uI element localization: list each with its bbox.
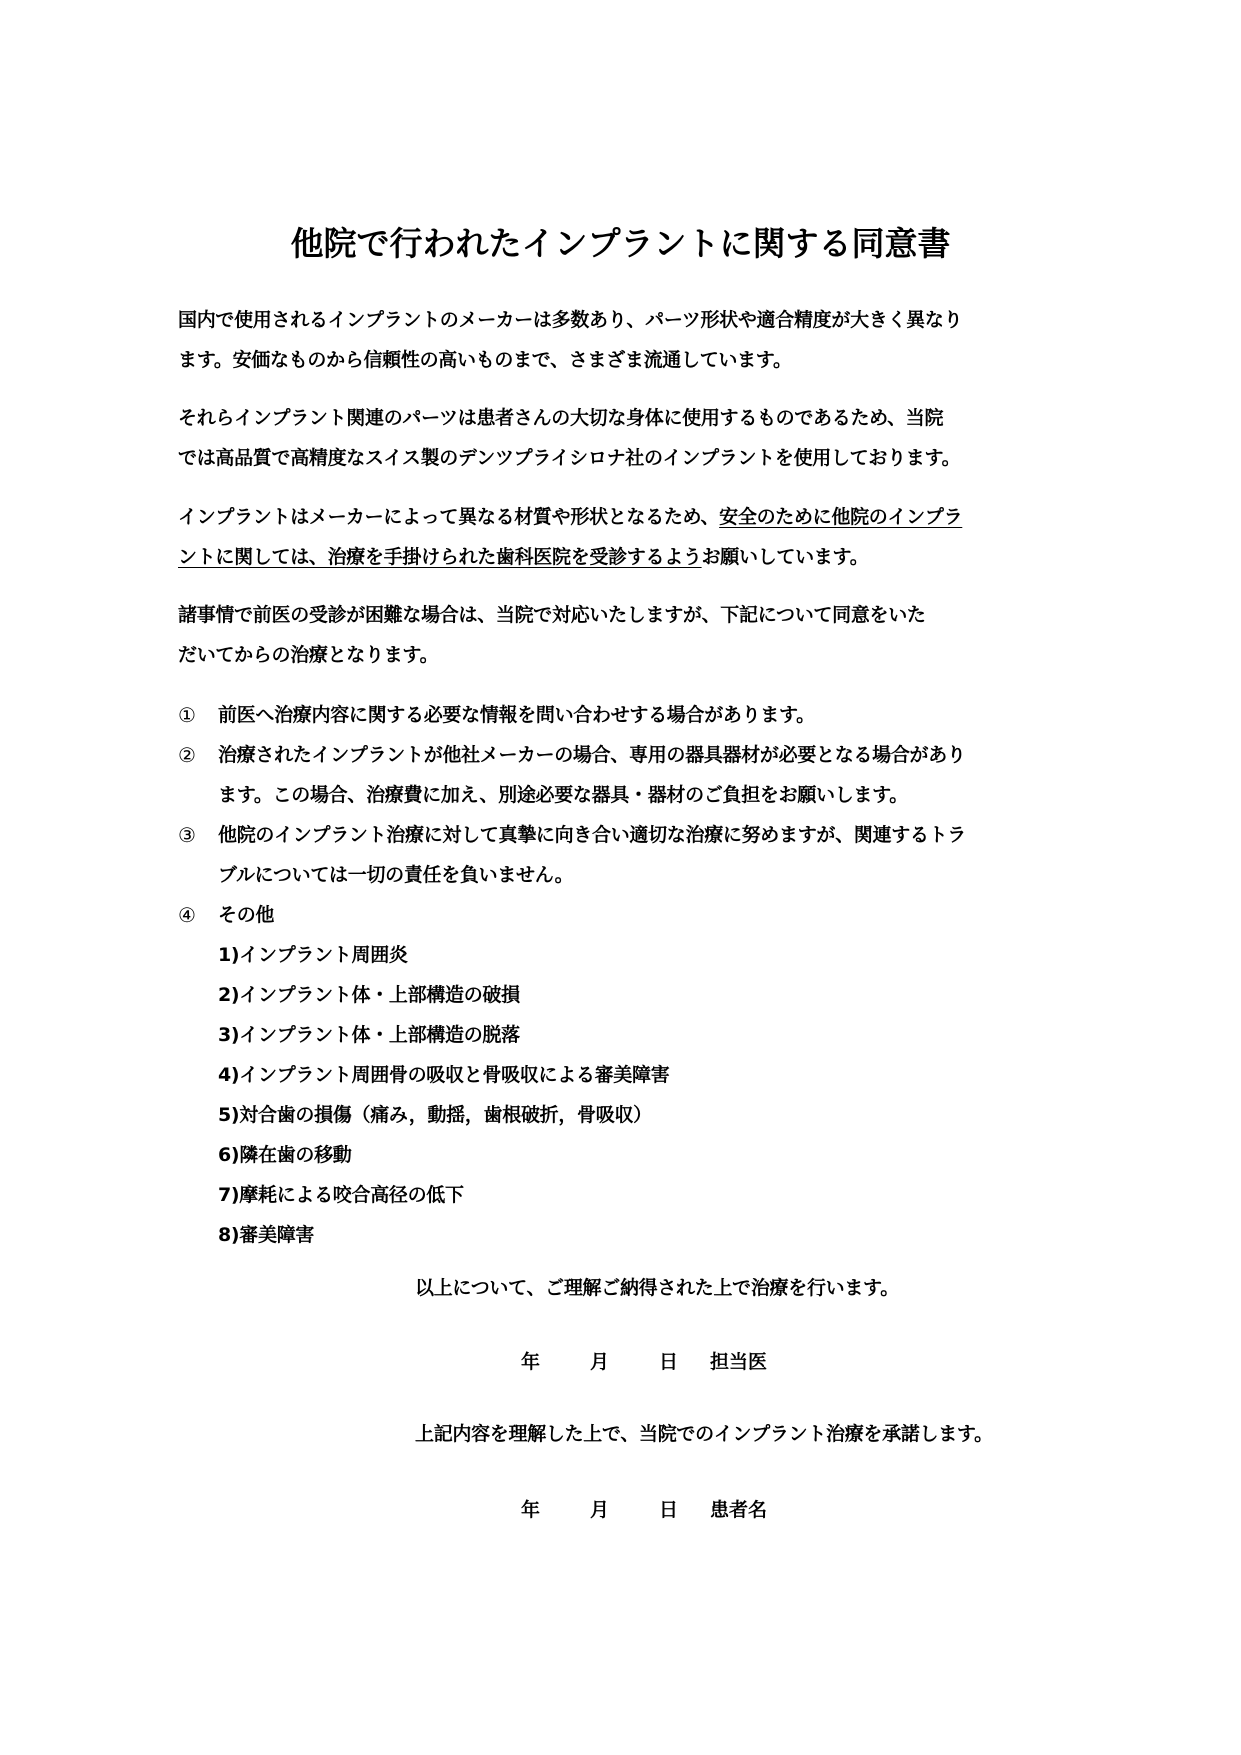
year-label: 年: [521, 1351, 541, 1373]
list-item-3: ③ 他院のインプラント治療に対して真摯に向き合い適切な治療に努めますが、関連するトラ ブルについては一切の責任を負いません。: [178, 815, 1078, 895]
sub-item: 7)摩耗による咬合高径の低下: [218, 1184, 464, 1206]
patient-signature-row: [0, 1490, 1241, 1530]
sub-item: 1)インプラント周囲炎: [218, 944, 408, 966]
underlined-text: ントに関しては、治療を手掛けられた歯科医院を受診するよう: [178, 546, 702, 568]
other-risks-sublist: [178, 935, 1078, 1255]
underlined-text: 安全のために他院のインプラ: [719, 506, 963, 528]
doctor-signature-row: [0, 1342, 1241, 1382]
sub-item: 8)審美障害: [218, 1224, 315, 1246]
document-title: 他院で行われたインプラントに関する同意書: [290, 224, 951, 263]
year-label: 年: [521, 1499, 541, 1521]
paragraph-1: [178, 300, 1078, 380]
consent-items-list: [178, 695, 1078, 1255]
sub-item: 6)隣在歯の移動: [218, 1144, 352, 1166]
item-number: ①: [178, 703, 196, 727]
sub-item: 2)インプラント体・上部構造の破損: [218, 984, 520, 1006]
paragraph-4: [178, 595, 1078, 675]
paragraph-line: ます。安価なものから信頼性の高いものまで、さまざま流通しています。: [178, 349, 792, 371]
list-item-2: ② 治療されたインプラントが他社メーカーの場合、専用の器具器材が必要となる場合があり ます。この場合、治療費に加え、別途必要な器具・器材のご負担をお願いします。: [178, 735, 1078, 815]
sub-item: 5)対合歯の損傷（痛み，動揺，歯根破折，骨吸収）: [218, 1104, 652, 1126]
doctor-statement: 以上について、ご理解ご納得された上で治療を行います。: [415, 1277, 899, 1299]
paragraph-line: 国内で使用されるインプラントのメーカーは多数あり、パーツ形状や適合精度が大きく異なり: [178, 309, 963, 331]
day-label: 日: [659, 1351, 679, 1373]
month-label: 月: [590, 1499, 610, 1521]
list-item-4: ④ その他: [178, 895, 1078, 935]
sub-item: 4)インプラント周囲骨の吸収と骨吸収による審美障害: [218, 1064, 670, 1086]
doctor-name-label: 担当医: [710, 1351, 768, 1373]
paragraph-line: 諸事情で前医の受診が困難な場合は、当院で対応いたしますが、下記について同意をいた: [178, 604, 926, 626]
item-number: ②: [178, 743, 196, 767]
paragraph-line: だいてからの治療となります。: [178, 644, 439, 666]
paragraph-line: それらインプラント関連のパーツは患者さんの大切な身体に使用するものであるため、当院: [178, 407, 944, 429]
patient-name-label: 患者名: [710, 1499, 768, 1521]
sub-item: 3)インプラント体・上部構造の脱落: [218, 1024, 520, 1046]
item-number: ④: [178, 903, 196, 927]
paragraph-line: では高品質で高精度なスイス製のデンツプライシロナ社のインプラントを使用しております。: [178, 447, 961, 469]
paragraph-line: インプラントはメーカーによって異なる材質や形状となるため、安全のために他院のインプラ: [178, 506, 963, 528]
paragraph-line: ントに関しては、治療を手掛けられた歯科医院を受診するようお願いしています。: [178, 546, 869, 568]
month-label: 月: [590, 1351, 610, 1373]
item-number: ③: [178, 823, 196, 847]
day-label: 日: [659, 1499, 679, 1521]
list-item-1: ① 前医へ治療内容に関する必要な情報を問い合わせする場合があります。: [178, 695, 1078, 735]
paragraph-2: [178, 398, 1078, 478]
patient-statement: 上記内容を理解した上で、当院でのインプラント治療を承諾します。: [415, 1423, 993, 1445]
paragraph-3: [178, 497, 1078, 577]
